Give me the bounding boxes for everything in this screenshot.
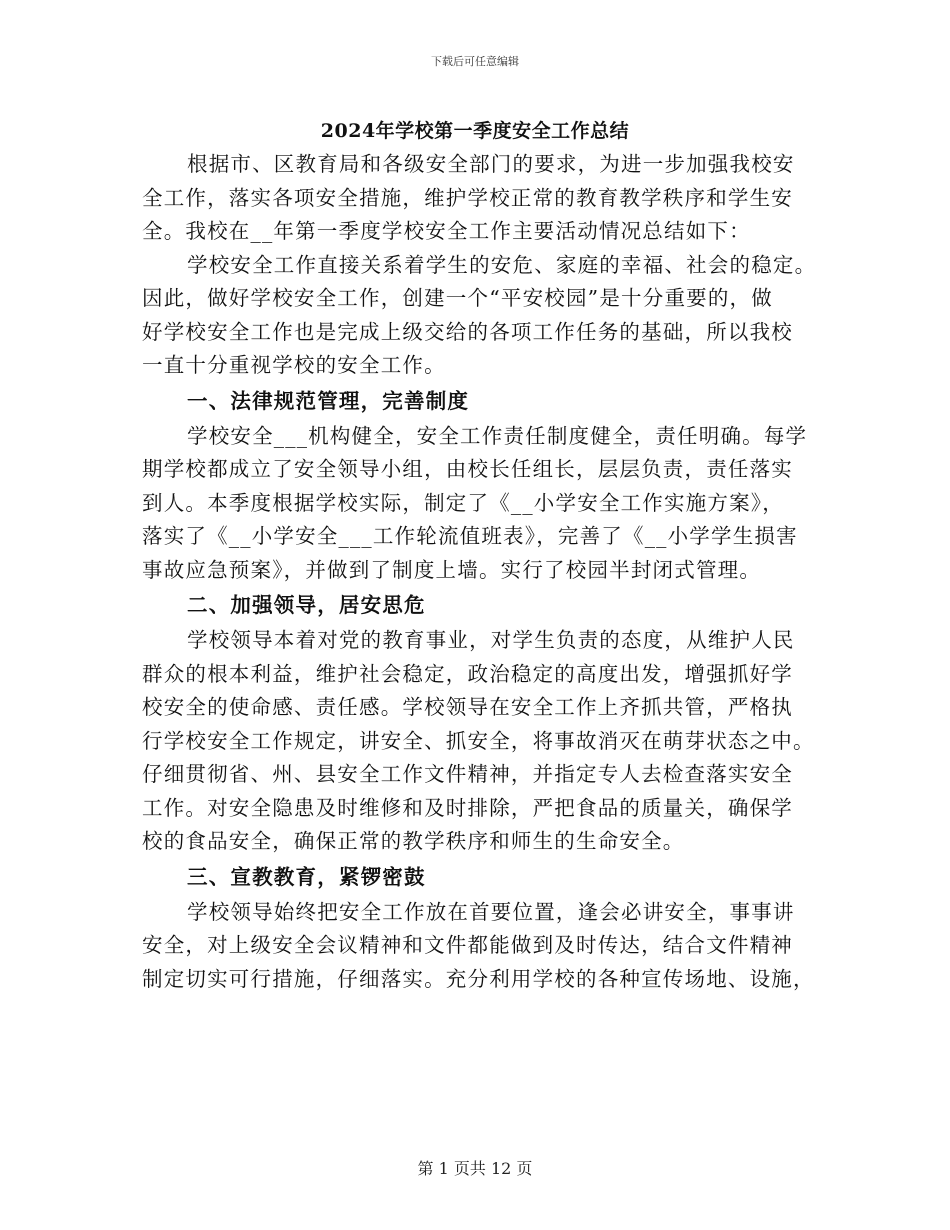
document-title: 2024年学校第一季度安全工作总结 [320, 120, 630, 142]
paragraph-line: 群众的根本利益，维护社会稳定，政治稳定的高度出发，增强抓好学 [142, 661, 793, 686]
section-heading: 三、宣教教育，紧锣密鼓 [187, 864, 426, 889]
page-header: 下载后可任意编辑 [431, 55, 519, 68]
paragraph-line: 校安全的使命感、责任感。学校领导在安全工作上齐抓共管，严格执 [142, 695, 793, 719]
paragraph-line: 行学校安全工作规定，讲安全、抓安全，将事故消灭在萌芽状态之中。 [142, 728, 815, 753]
paragraph-line: 落实了《__小学安全___工作轮流值班表》，完善了《__小学学生损害 [142, 524, 798, 548]
paragraph-line: 学校领导始终把安全工作放在首要位置，逢会必讲安全，事事讲 [187, 899, 795, 924]
paragraph-line: 一直十分重视学校的安全工作。 [142, 353, 446, 377]
paragraph-line: 全工作，落实各项安全措施，维护学校正常的教育教学秩序和学生安 [142, 185, 793, 210]
document-body [142, 148, 817, 996]
paragraph-line: 学校安全___机构健全，安全工作责任制度健全，责任明确。每学 [187, 423, 808, 448]
paragraph-line: 因此，做好学校安全工作，创建一个“平安校园”是十分重要的，做 [142, 286, 773, 310]
paragraph-line: 事故应急预案》，并做到了制度上墙。实行了校园半封闭式管理。 [142, 557, 762, 582]
paragraph-line: 学校领导本着对党的教育事业，对学生负责的态度，从维护人民 [187, 628, 795, 652]
section-heading: 二、加强领导，居安思危 [187, 593, 426, 617]
paragraph-line: 根据市、区教育局和各级安全部门的要求，为进一步加强我校安 [187, 152, 795, 176]
paragraph-line: 工作。对安全隐患及时维修和及时排除，严把食品的质量关，确保学 [142, 795, 793, 820]
paragraph-line: 安全，对上级安全会议精神和文件都能做到及时传达，结合文件精神 [142, 933, 793, 957]
paragraph-line: 学校安全工作直接关系着学生的安危、家庭的幸福、社会的稳定。 [187, 252, 817, 277]
paragraph-line: 校的食品安全，确保正常的教学秩序和师生的生命安全。 [142, 829, 685, 853]
paragraph-line: 到人。本季度根据学校实际，制定了《__小学安全工作实施方案》， [142, 490, 784, 515]
page-footer: 第 1 页共 12 页 [417, 1159, 533, 1178]
paragraph-line: 制定切实可行措施，仔细落实。充分利用学校的各种宣传场地、设施， [142, 966, 815, 991]
section-heading: 一、法律规范管理，完善制度 [187, 388, 470, 413]
paragraph-line: 好学校安全工作也是完成上级交给的各项工作任务的基础，所以我校 [142, 319, 793, 344]
paragraph-line: 期学校都成立了安全领导小组，由校长任组长，层层负责，责任落实 [142, 457, 793, 481]
paragraph-line: 全。我校在__年第一季度学校安全工作主要活动情况总结如下： [142, 219, 751, 243]
paragraph-line: 仔细贯彻省、州、县安全工作文件精神，并指定专人去检查落实安全 [142, 762, 793, 786]
